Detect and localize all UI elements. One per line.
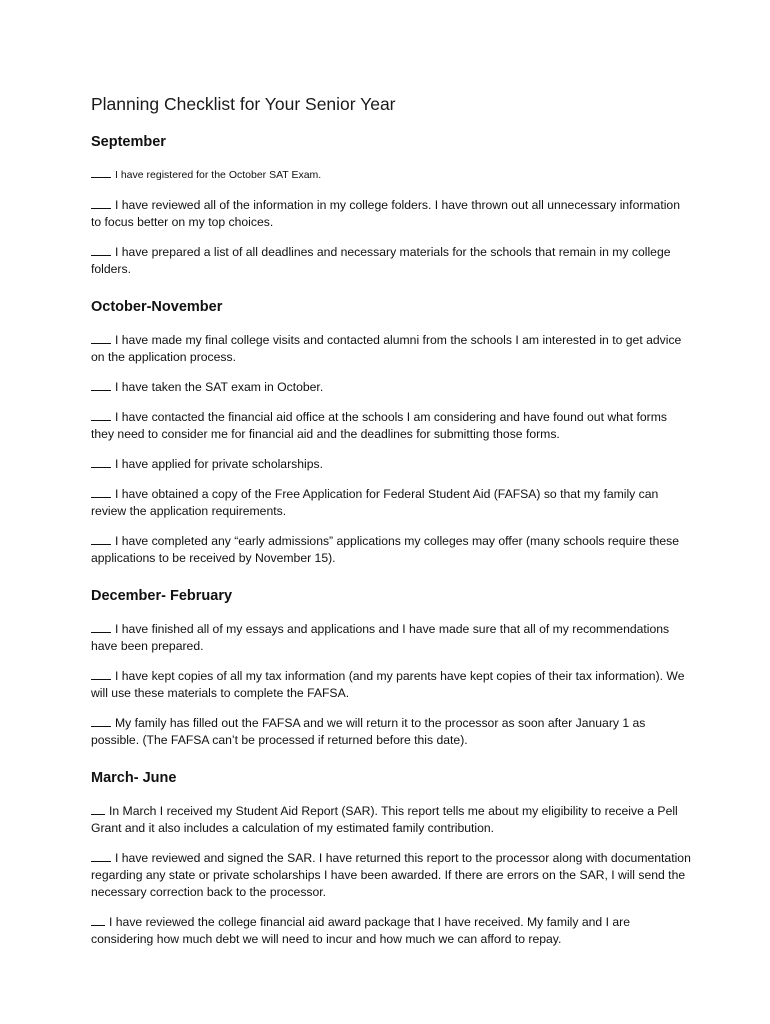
checklist-item-text: My family has filled out the FAFSA and we will return it to the processor as soon after January 1 as possible. (The FAFSA can’t be processed if returned before this date). — [91, 716, 646, 747]
checklist-item-text: I have applied for private scholarships. — [115, 457, 323, 471]
checkbox-blank[interactable] — [91, 487, 111, 498]
checklist-item — [91, 803, 691, 837]
checklist-item — [91, 533, 691, 567]
checkbox-blank[interactable] — [91, 804, 105, 815]
checklist-item — [91, 167, 691, 184]
checklist-item-text: I have obtained a copy of the Free Application for Federal Student Aid (FAFSA) so that my family can review the application requirements. — [91, 487, 659, 518]
checklist-item — [91, 914, 691, 948]
checklist-item — [91, 715, 691, 749]
checklist-item-text: I have reviewed and signed the SAR. I have returned this report to the processor along with documentation regarding any state or private scholarships I have been awarded. If there are errors on the SAR, I will send the necessary correction back to the processor. — [91, 851, 691, 899]
checkbox-blank[interactable] — [91, 851, 111, 862]
checkbox-blank[interactable] — [91, 457, 111, 468]
checkbox-blank[interactable] — [91, 716, 111, 727]
checklist-item-text: I have reviewed all of the information in my college folders. I have thrown out all unnecessary information to focus better on my top choices. — [91, 198, 680, 229]
checklist-item-text: I have made my final college visits and contacted alumni from the schools I am interested in to get advice on the application process. — [91, 333, 682, 364]
checkbox-blank[interactable] — [91, 915, 105, 926]
checkbox-blank[interactable] — [91, 622, 111, 633]
section-heading: September — [91, 134, 166, 150]
checklist-item — [91, 668, 691, 702]
checkbox-blank[interactable] — [91, 167, 111, 178]
checklist-item — [91, 456, 691, 473]
checklist-item-text: I have registered for the October SAT Exam. — [115, 169, 322, 181]
checkbox-blank[interactable] — [91, 380, 111, 391]
checklist-item — [91, 332, 691, 366]
checklist-item — [91, 621, 691, 655]
checklist-item — [91, 379, 691, 396]
checklist-item-text: I have taken the SAT exam in October. — [115, 380, 324, 394]
checkbox-blank[interactable] — [91, 198, 111, 209]
checklist-item-text: I have prepared a list of all deadlines and necessary materials for the schools that remain in my college folders. — [91, 245, 671, 276]
page-title: Planning Checklist for Your Senior Year — [91, 94, 396, 114]
section-december-february — [91, 586, 691, 749]
checkbox-blank[interactable] — [91, 669, 111, 680]
section-heading: December- February — [91, 588, 233, 604]
checklist-item-text: I have reviewed the college financial aid award package that I have received. My family and I are considering how much debt we will need to incur and how much we can afford to repay. — [91, 915, 630, 946]
checklist-item — [91, 197, 691, 231]
section-march-june — [91, 768, 691, 948]
checkbox-blank[interactable] — [91, 534, 111, 545]
checklist-item-text: I have kept copies of all my tax information (and my parents have kept copies of their tax information). We will use these materials to complete the FAFSA. — [91, 669, 685, 700]
checklist-item-text: I have finished all of my essays and applications and I have made sure that all of my recommendations have been prepared. — [91, 622, 670, 653]
checklist-item — [91, 850, 691, 901]
checklist-item-text: In March I received my Student Aid Report (SAR). This report tells me about my eligibility to receive a Pell Grant and it also includes a calculation of my estimated family contribution. — [91, 804, 678, 835]
section-september — [91, 132, 691, 278]
checklist-item — [91, 244, 691, 278]
checklist-item-text: I have contacted the financial aid office at the schools I am considering and have found out what forms they need to consider me for financial aid and the deadlines for submitting those forms. — [91, 410, 667, 441]
checkbox-blank[interactable] — [91, 410, 111, 421]
checklist-item-text: I have completed any “early admissions” applications my colleges may offer (many schools require these applications to be received by November 15). — [91, 534, 680, 565]
section-heading: October-November — [91, 299, 223, 315]
checklist-item — [91, 486, 691, 520]
checkbox-blank[interactable] — [91, 245, 111, 256]
checklist-item — [91, 409, 691, 443]
section-heading: March- June — [91, 770, 177, 786]
document-page — [91, 92, 691, 961]
checkbox-blank[interactable] — [91, 333, 111, 344]
section-october-november — [91, 297, 691, 567]
